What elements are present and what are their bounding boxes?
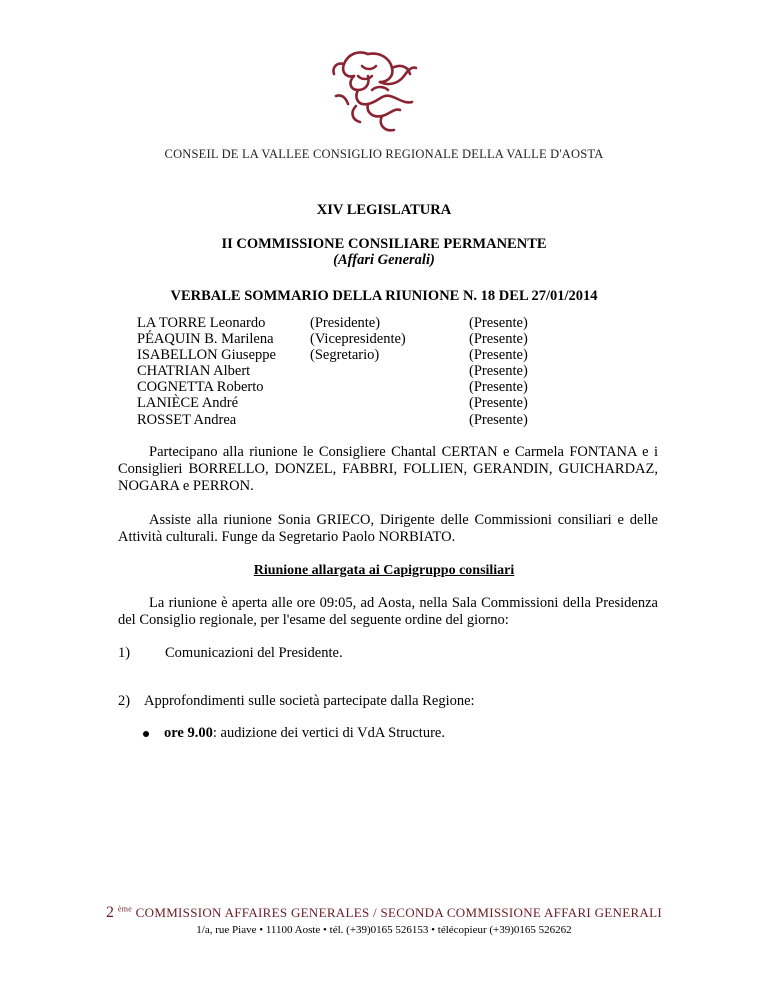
footer-address: 1/a, rue Piave • 11100 Aoste • tél. (+39)0165 526153 • télécopieur (+39)0165 526262 [196,924,572,936]
paragraph-assiste [118,512,658,546]
member-name: PÉAQUIN B. Marilena [137,331,274,348]
agenda-subitem-text: : audizione dei vertici di VdA Structure. [212,725,445,741]
member-names-column [137,315,276,428]
member-role: (Segretario) [310,347,380,364]
footer-number: 2 [106,904,115,921]
agenda-subitem [164,725,445,742]
agenda-item-number: 2) [118,693,131,709]
legislatura-title: XIV LEGISLATURA [316,202,452,218]
member-name: COGNETTA Roberto [137,379,264,396]
paragraph-apertura-text: La riunione è aperta alle ore 09:05, ad Aosta, nella Sala Commissioni della Presidenza del Consiglio regionale, per l'esame del seguente ordine del giorno: [118,595,658,628]
member-role: (Presidente) [310,315,381,331]
paragraph-partecipano-text: Partecipano alla riunione le Consigliere Chantal CERTAN e Carmela FONTANA e i Consiglieri BORRELLO, DONZEL, FABBRI, FOLLIEN, GERANDIN, GUICHARDAZ, NOGARA e PERRON. [118,444,658,494]
member-name: LANIÈCE André [137,395,239,412]
commissione-subtitle: (Affari Generali) [333,252,435,268]
lion-rampant-emblem-icon [328,46,420,136]
member-name: ROSSET Andrea [137,411,237,428]
council-header: CONSEIL DE LA VALLEE CONSIGLIO REGIONALE DELLA VALLE D'AOSTA [164,147,604,161]
agenda-item-number: 1) [118,645,131,661]
member-name: ISABELLON Giuseppe [137,347,276,364]
member-status: (Presente) [469,379,528,396]
agenda-item-text: Comunicazioni del Presidente. [165,645,343,661]
member-status: (Presente) [469,411,528,428]
agenda-item-text: Approfondimenti sulle società partecipate dalla Regione: [144,693,475,709]
verbale-title: VERBALE SOMMARIO DELLA RIUNIONE N. 18 DEL 27/01/2014 [170,288,598,304]
commissione-title: II COMMISSIONE CONSILIARE PERMANENTE [221,236,547,252]
member-status: (Presente) [469,331,528,348]
section-title: Riunione allargata ai Capigruppo consiliari [253,563,515,578]
member-name: CHATRIAN Albert [137,363,251,380]
bullet-icon [143,731,149,737]
paragraph-apertura [118,595,658,629]
footer-title [0,904,768,922]
member-status-column [469,315,528,428]
member-status: (Presente) [469,347,528,364]
agenda-subitem-time: ore 9.00 [164,725,213,741]
member-name: LA TORRE Leonardo [137,315,266,331]
member-status: (Presente) [469,395,528,412]
member-status: (Presente) [469,315,528,331]
footer-commission-title: COMMISSION AFFAIRES GENERALES / SECONDA COMMISSIONE AFFARI GENERALI [135,905,662,920]
footer-superscript: ème [117,904,133,914]
paragraph-partecipano [118,444,658,495]
member-roles-column [310,315,406,363]
paragraph-assiste-text: Assiste alla riunione Sonia GRIECO, Dirigente delle Commissioni consiliari e delle Attività culturali. Funge da Segretario Paolo NORBIATO. [118,512,658,545]
member-status: (Presente) [469,363,528,380]
member-role: (Vicepresidente) [310,331,406,348]
